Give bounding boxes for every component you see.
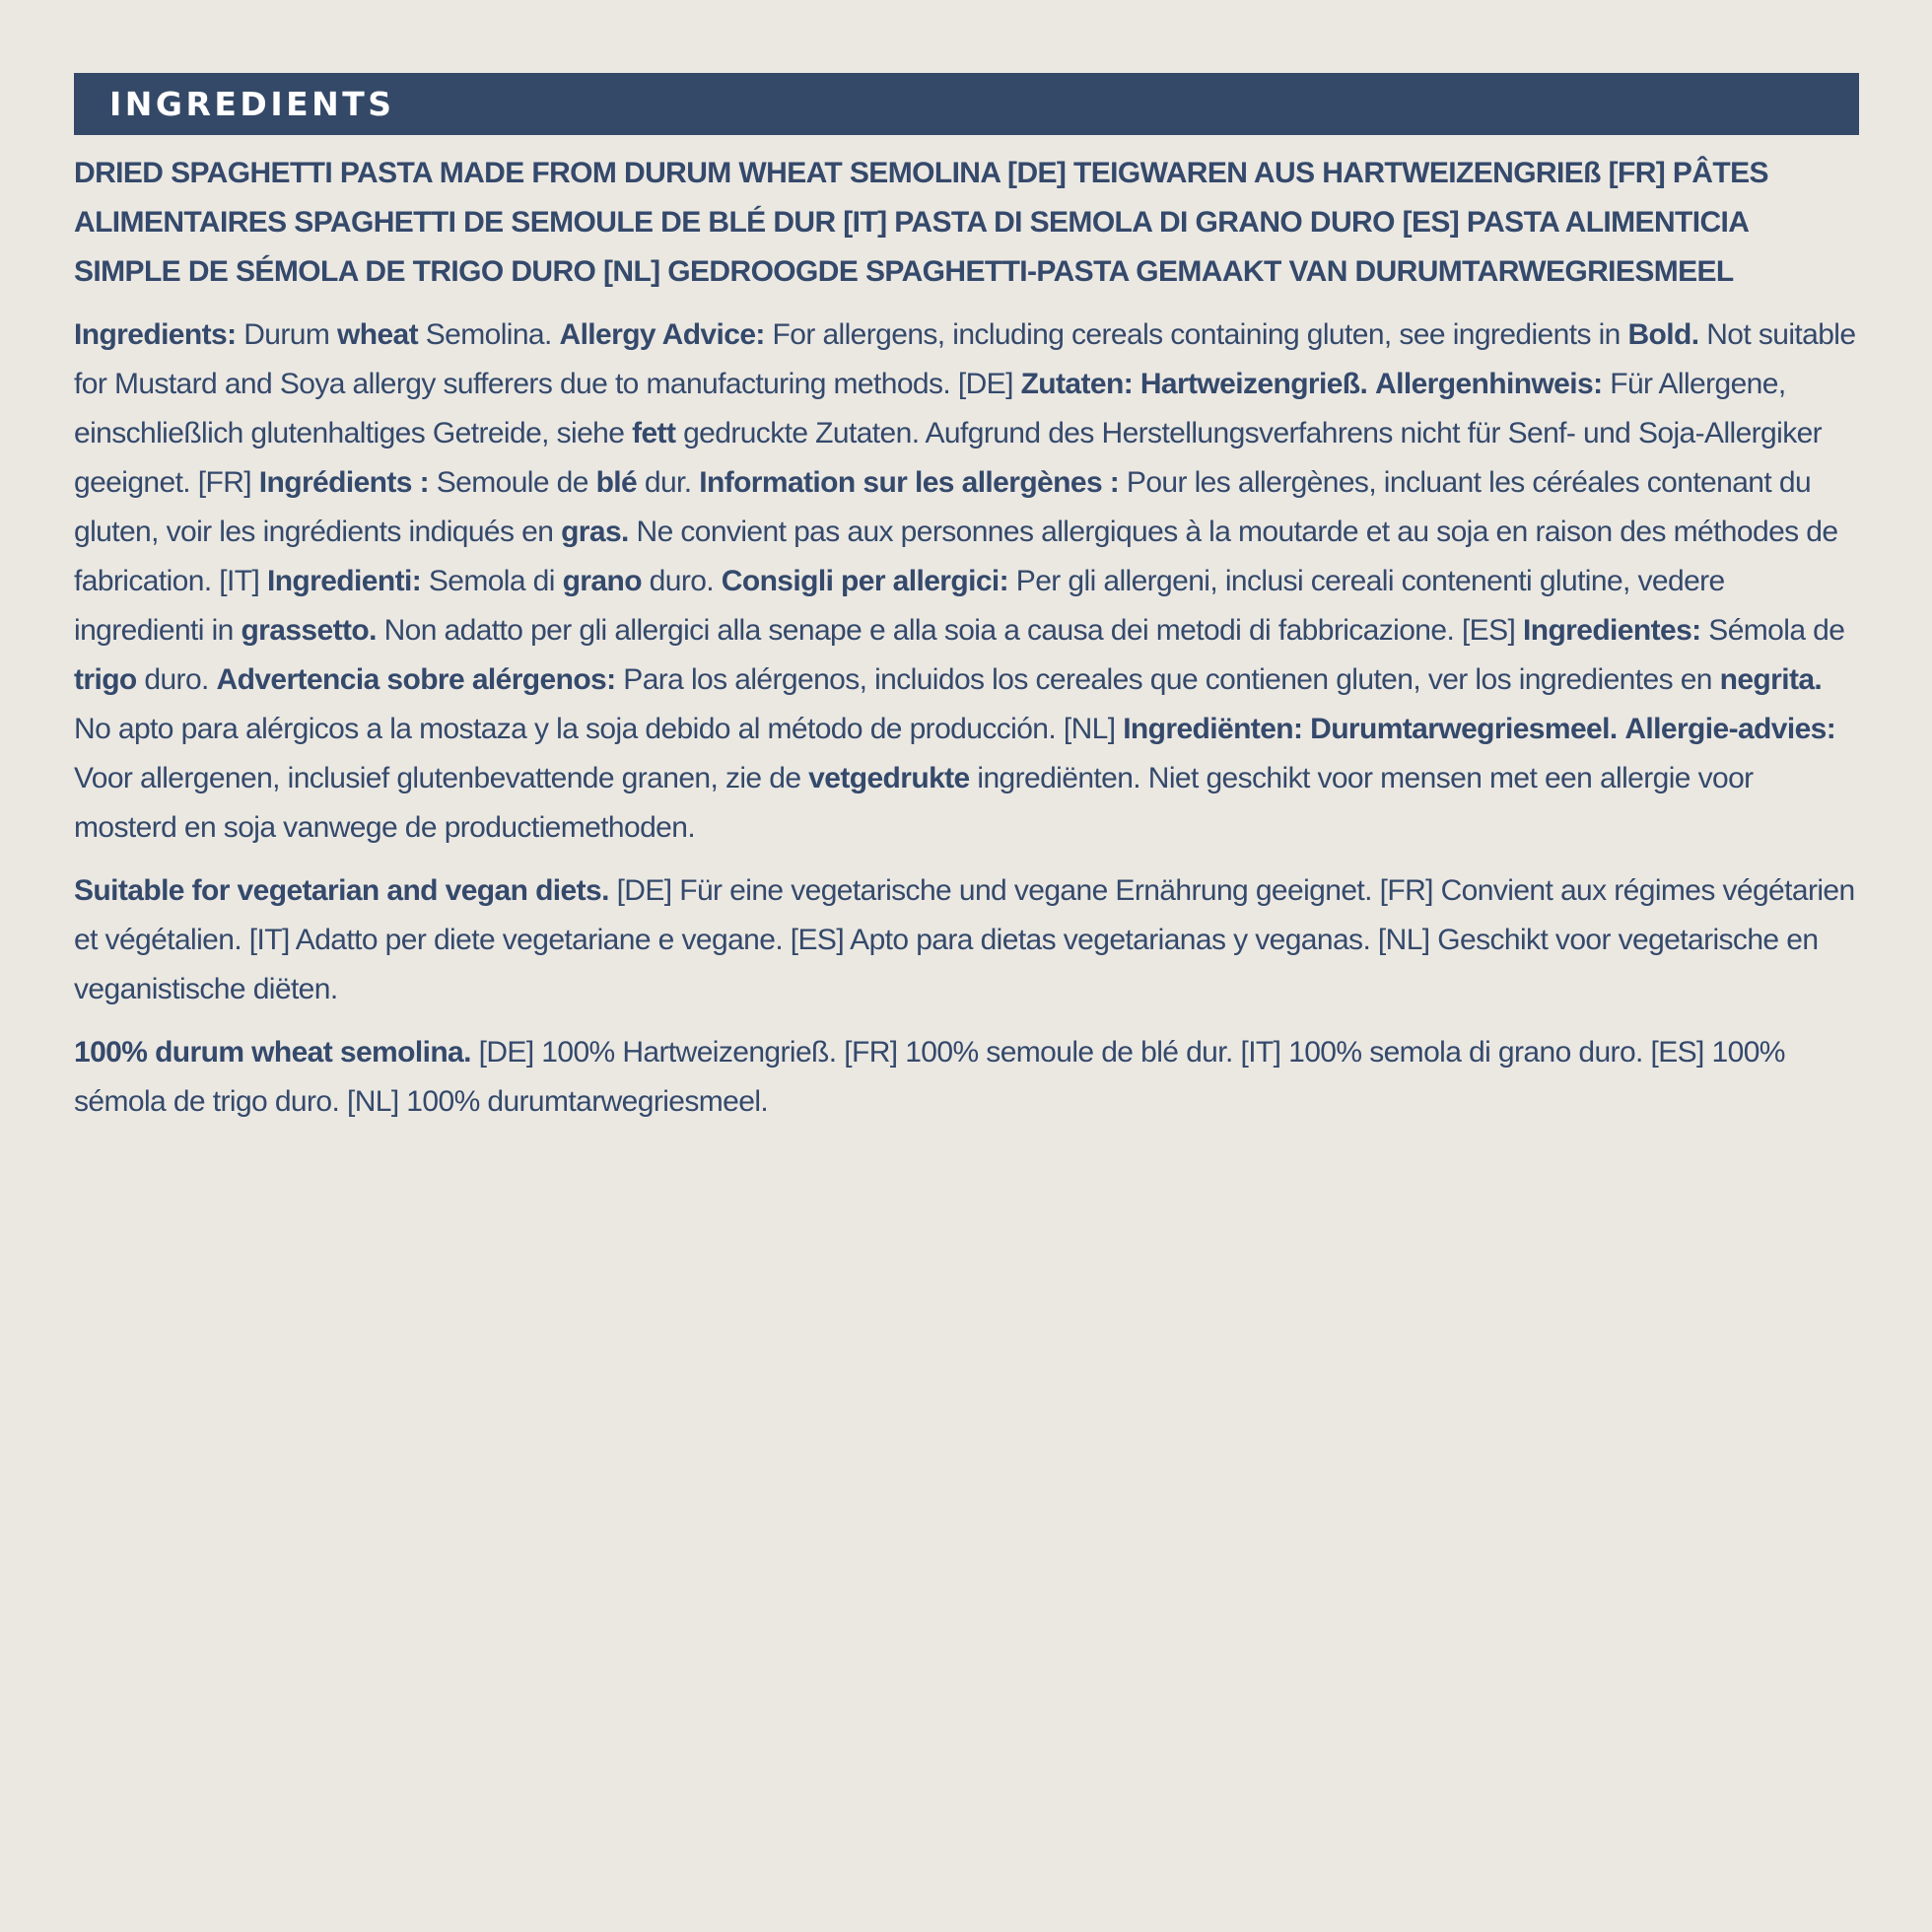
bold-text-run: Consigli per allergici: <box>721 565 1009 597</box>
section-title: INGREDIENTS <box>109 85 395 123</box>
bold-text-run: Ingredientes: <box>1522 614 1701 647</box>
bold-text-run: Advertencia sobre alérgenos: <box>216 663 616 696</box>
text-run: No apto para alérgicos a la mostaza y la soja debido al método de producción. [NL] <box>74 713 1124 745</box>
bold-text-run: grassetto. <box>241 614 377 647</box>
bold-text-run: Suitable for vegetarian and vegan diets. <box>74 874 609 907</box>
bold-text-run: fett <box>632 417 676 449</box>
text-run: Semolina. <box>418 318 560 351</box>
bold-text-run: Allergenhinweis: <box>1375 368 1603 400</box>
text-run: dur. <box>637 466 700 499</box>
text-run: Durum <box>236 318 337 351</box>
bold-text-run: 100% durum wheat semolina. <box>74 1036 471 1069</box>
bold-text-run: Ingredients: <box>74 318 237 351</box>
bold-text-run: Allergy Advice: <box>559 318 765 351</box>
text-run: duro. <box>641 565 722 597</box>
composition-paragraph <box>74 1028 1859 1127</box>
product-name-multilingual: DRIED SPAGHETTI PASTA MADE FROM DURUM WHEAT SEMOLINA [DE] TEIGWAREN AUS HARTWEIZENGRIEß [FR] PÂTES ALIMENTAIRES SPAGHETTI DE SEMOULE DE BLÉ DUR [IT] PASTA DI SEMOLA DI GRANO DURO [ES] PASTA ALIMENTICIA SIMPLE DE SÉMOLA DE TRIGO DURO [NL] GEDROOGDE SPAGHETTI-PASTA GEMAAKT VAN DURUMTARWEGRIESMEEL <box>74 157 1768 288</box>
bold-text-run: grano <box>562 565 642 597</box>
text-run: Para los alérgenos, incluidos los cereales que contienen gluten, ver los ingredientes en <box>615 663 1720 696</box>
text-run: [DE] Für eine vegetarische und vegane Ernährung geeignet. [FR] Convient aux régimes végétarien et végétalien. [IT] Adatto per diete vegetariane e vegane. [ES] Apto para dietas vegetarianas y veganas. [NL] Geschikt voor vegetarische en veganistische diëten. <box>74 874 1855 1005</box>
bold-text-run: blé <box>595 466 638 499</box>
text-run: For allergens, including cereals containing gluten, see ingredients in <box>764 318 1628 351</box>
text-run: Semoule de <box>429 466 596 499</box>
text-run: Not suitable for Mustard and Soya allergy sufferers due to manufacturing methods. [DE] <box>74 318 1856 400</box>
ingredients-panel <box>74 73 1859 1127</box>
bold-text-run: Zutaten: Hartweizengrieß. <box>1020 368 1368 400</box>
text-run: Ne convient pas aux personnes allergiques à la moutarde et au soja en raison des méthodes de fabrication. [IT] <box>74 516 1838 597</box>
bold-text-run: gras. <box>561 516 629 548</box>
bold-text-run: wheat <box>336 318 419 351</box>
bold-text-run: Information sur les allergènes : <box>699 466 1120 499</box>
text-run: [DE] 100% Hartweizengrieß. [FR] 100% semoule de blé dur. [IT] 100% semola di grano duro. [ES] 100% sémola de trigo duro. [NL] 100% durumtarwegriesmeel. <box>74 1036 1785 1118</box>
text-run: gedruckte Zutaten. Aufgrund des Herstellungsverfahrens nicht für Senf- und Soja-Allergiker geeignet. [FR] <box>74 417 1823 499</box>
text-run: Per gli allergeni, inclusi cereali contenenti glutine, vedere ingredienti in <box>74 565 1725 647</box>
text-run: duro. <box>136 663 217 696</box>
bold-text-run: Ingredienti: <box>266 565 422 597</box>
text-run: Sémola de <box>1700 614 1845 647</box>
bold-text-run: vetgedrukte <box>808 762 970 794</box>
text-run: Voor allergenen, inclusief glutenbevattende granen, zie de <box>74 762 809 794</box>
bold-text-run: trigo <box>74 663 137 696</box>
text-run: ingrediënten. Niet geschikt voor mensen met een allergie voor mosterd en soja vanwege de productiemethoden. <box>74 762 1754 844</box>
dietary-suitability-paragraph <box>74 866 1859 1014</box>
ingredients-allergy-paragraph <box>74 310 1859 853</box>
section-header-bar <box>74 73 1859 135</box>
bold-text-run: Allergie-advies: <box>1624 713 1836 745</box>
bold-text-run: Bold. <box>1627 318 1699 351</box>
text-run <box>1367 368 1375 400</box>
text-run: Semola di <box>421 565 563 597</box>
text-run: Non adatto per gli allergici alla senape e alla soia a causa dei metodi di fabbricazione. [ES] <box>376 614 1523 647</box>
bold-text-run: Ingrediënten: Durumtarwegriesmeel. <box>1123 713 1618 745</box>
bold-text-run: negrita. <box>1719 663 1823 696</box>
bold-text-run: Ingrédients : <box>258 466 429 499</box>
text-run: Für Allergene, einschließlich glutenhaltiges Getreide, siehe <box>74 368 1786 449</box>
text-run: Pour les allergènes, incluant les céréales contenant du gluten, voir les ingrédients indiqués en <box>74 466 1812 548</box>
